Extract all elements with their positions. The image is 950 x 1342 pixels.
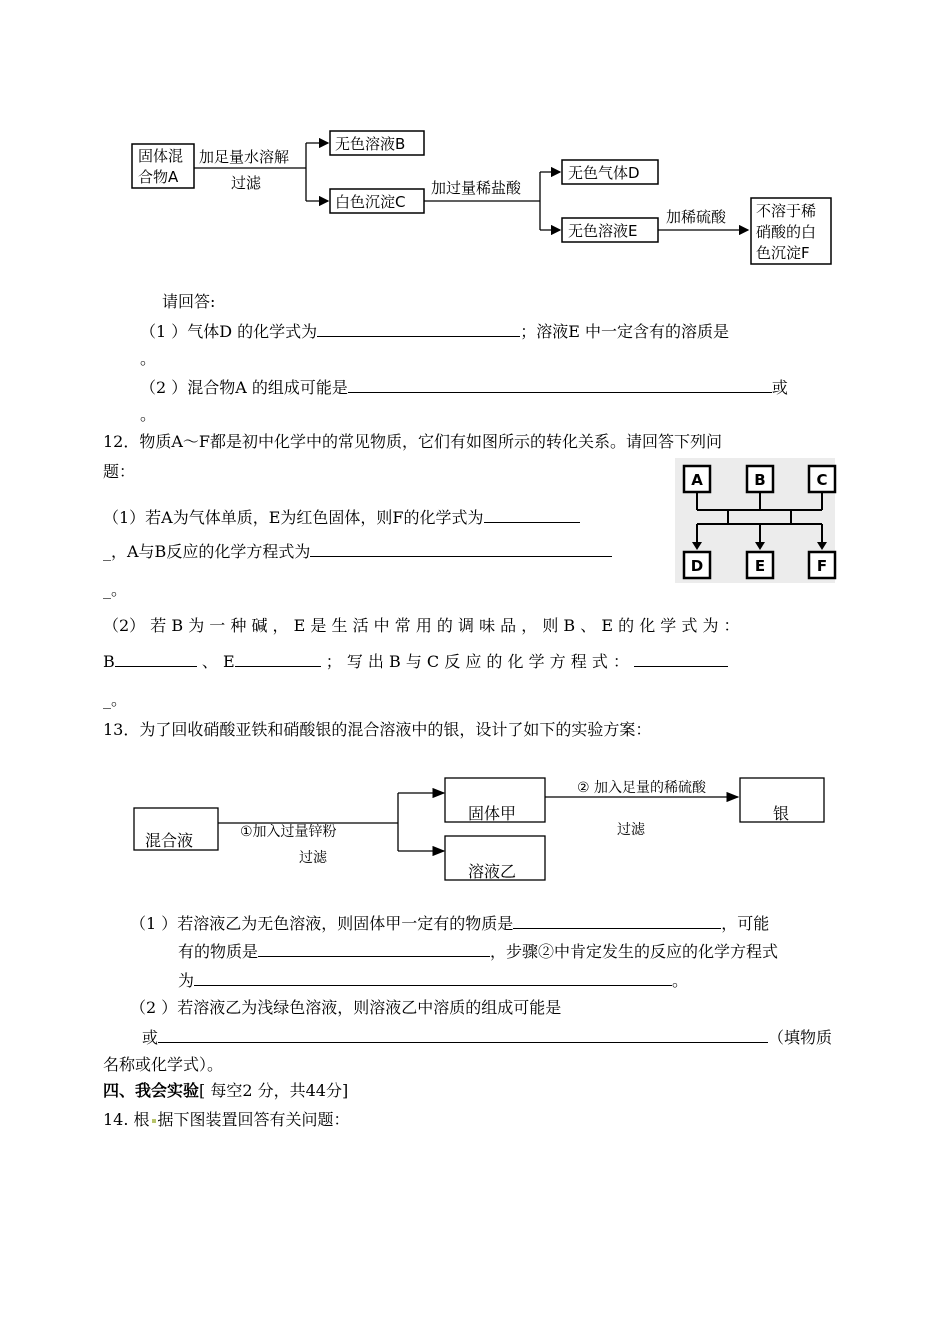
step1-filter: 过滤 bbox=[231, 174, 262, 192]
svg-text:溶液乙: 溶液乙 bbox=[468, 862, 517, 881]
q12-part2-b3: ； 写 出 B 与 C 反 应 的 化 学 方 程 式 ： bbox=[325, 652, 629, 671]
q11-flow-diagram bbox=[0, 0, 950, 280]
q12-relation-diagram bbox=[675, 458, 835, 583]
q13-part2-line1: （2 ）若溶液乙为浅绿色溶液，则溶液乙中溶质的组成可能是 bbox=[130, 998, 562, 1017]
q11-part2-end: 。 bbox=[140, 405, 157, 424]
q13-part2-c: （填物质 bbox=[768, 1028, 833, 1047]
answer-blank[interactable] bbox=[258, 940, 490, 957]
q12-part1-b-text: _，A与B反应的化学方程式为 bbox=[103, 542, 311, 561]
q11-part1-a: （1 ）气体D 的化学式为 bbox=[140, 322, 318, 341]
answer-blank[interactable] bbox=[634, 650, 728, 667]
q13-part1-e: 为 bbox=[178, 971, 195, 990]
q13-step2-filter: 过滤 bbox=[617, 822, 645, 838]
q13-title: 13．为了回收硝酸亚铁和硝酸银的混合溶液中的银，设计了如下的实验方案： bbox=[103, 720, 652, 739]
q13-part2-line3: 名称或化学式）。 bbox=[103, 1055, 224, 1074]
q13-part1-c: 有的物质是 bbox=[178, 942, 259, 961]
q12-part2-b bbox=[103, 650, 728, 673]
box-f-line2: 硝酸的白 bbox=[756, 223, 817, 241]
svg-text:A: A bbox=[691, 471, 703, 489]
answer-blank[interactable] bbox=[317, 320, 520, 337]
answer-blank[interactable] bbox=[194, 969, 672, 986]
q14-a: 14. 根 bbox=[103, 1110, 150, 1129]
q13-part1-line3 bbox=[178, 969, 688, 992]
q11-part1 bbox=[140, 320, 729, 343]
q13-part2-line2 bbox=[142, 1026, 832, 1049]
answer-blank[interactable] bbox=[310, 540, 612, 557]
q12-line2: 题： bbox=[103, 462, 136, 481]
q13-part1-b: ，可能 bbox=[721, 914, 770, 933]
q11-part2 bbox=[140, 376, 788, 399]
answer-blank[interactable] bbox=[484, 506, 580, 523]
answer-blank[interactable] bbox=[158, 1026, 768, 1043]
answer-blank[interactable] bbox=[235, 650, 321, 667]
section4-title bbox=[103, 1080, 348, 1102]
q12-part1-a-text: （1）若A为气体单质，E为红色固体，则F的化学式为 bbox=[103, 508, 484, 527]
q13-part1-line2 bbox=[178, 940, 778, 963]
svg-text:F: F bbox=[816, 557, 828, 575]
q11-part2-b: 或 bbox=[771, 378, 788, 397]
stray-dot bbox=[152, 1119, 156, 1123]
q12-line1: 12．物质A～F都是初中化学中的常见物质，它们有如图所示的转化关系。请回答下列问 bbox=[103, 432, 723, 451]
box-b-text: 无色溶液B bbox=[335, 135, 406, 153]
box-a-line2: 合物A bbox=[138, 168, 179, 186]
q12-part1-a bbox=[103, 506, 580, 529]
q11-part2-a: （2 ）混合物A 的组成可能是 bbox=[140, 378, 348, 397]
box-e-text: 无色溶液E bbox=[568, 222, 638, 240]
q13-part1-a: （1 ）若溶液乙为无色溶液，则固体甲一定有的物质是 bbox=[130, 914, 514, 933]
q12-part2-b1: B bbox=[103, 652, 115, 671]
answer-blank[interactable] bbox=[513, 912, 721, 929]
svg-text:C: C bbox=[816, 471, 828, 489]
q13-flow-diagram bbox=[0, 770, 950, 900]
svg-text:固体甲: 固体甲 bbox=[468, 804, 517, 823]
q13-part1-d: ，步骤②中肯定发生的反应的化学方程式 bbox=[490, 942, 779, 961]
svg-text:E: E bbox=[754, 557, 766, 575]
q11-prompt: 请回答: bbox=[162, 292, 216, 311]
section4-heading: 四、我会实验 bbox=[103, 1081, 200, 1100]
box-f-line1: 不溶于稀 bbox=[756, 202, 817, 220]
q13-part1-line1 bbox=[130, 912, 769, 935]
q13-step1-filter: 过滤 bbox=[299, 850, 327, 866]
q12-part1-b bbox=[103, 540, 612, 563]
q14-line bbox=[103, 1109, 350, 1131]
q12-part1-c: _。 bbox=[103, 580, 128, 599]
q13-step1: ①加入过量锌粉 bbox=[240, 824, 337, 840]
q12-part2-b2: 、 E bbox=[201, 652, 235, 671]
q13-part1-f: 。 bbox=[672, 971, 689, 990]
svg-text:B: B bbox=[754, 471, 766, 489]
q12-part2-a: （2） 若 B 为 一 种 碱 ， E 是 生 活 中 常 用 的 调 味 品 ， 则 B 、 E 的 化 学 式 为 ： bbox=[103, 616, 740, 635]
q13-part2-b: 或 bbox=[142, 1028, 159, 1047]
svg-text:混合液: 混合液 bbox=[145, 831, 194, 850]
answer-blank[interactable] bbox=[348, 376, 772, 393]
q11-part1-b: ；溶液E 中一定含有的溶质是 bbox=[520, 322, 729, 341]
box-a-line1: 固体混 bbox=[138, 147, 184, 165]
q12-part2-c: _。 bbox=[103, 690, 128, 709]
step1-label: 加足量水溶解 bbox=[199, 148, 290, 166]
q11-part1-end: 。 bbox=[140, 349, 157, 368]
svg-text:D: D bbox=[690, 557, 704, 575]
svg-text:银: 银 bbox=[773, 804, 790, 823]
box-d-text: 无色气体D bbox=[568, 164, 640, 182]
box-c-text: 白色沉淀C bbox=[335, 193, 406, 211]
q14-b: 据下图装置回答有关问题： bbox=[157, 1110, 350, 1129]
step2-label: 加过量稀盐酸 bbox=[431, 179, 522, 197]
box-f-line3: 色沉淀F bbox=[756, 244, 810, 262]
step3-label: 加稀硫酸 bbox=[666, 208, 727, 226]
q13-step2: ② 加入足量的稀硫酸 bbox=[577, 780, 707, 796]
answer-blank[interactable] bbox=[115, 650, 197, 667]
section4-note: [ 每空2 分，共44分] bbox=[199, 1081, 349, 1100]
